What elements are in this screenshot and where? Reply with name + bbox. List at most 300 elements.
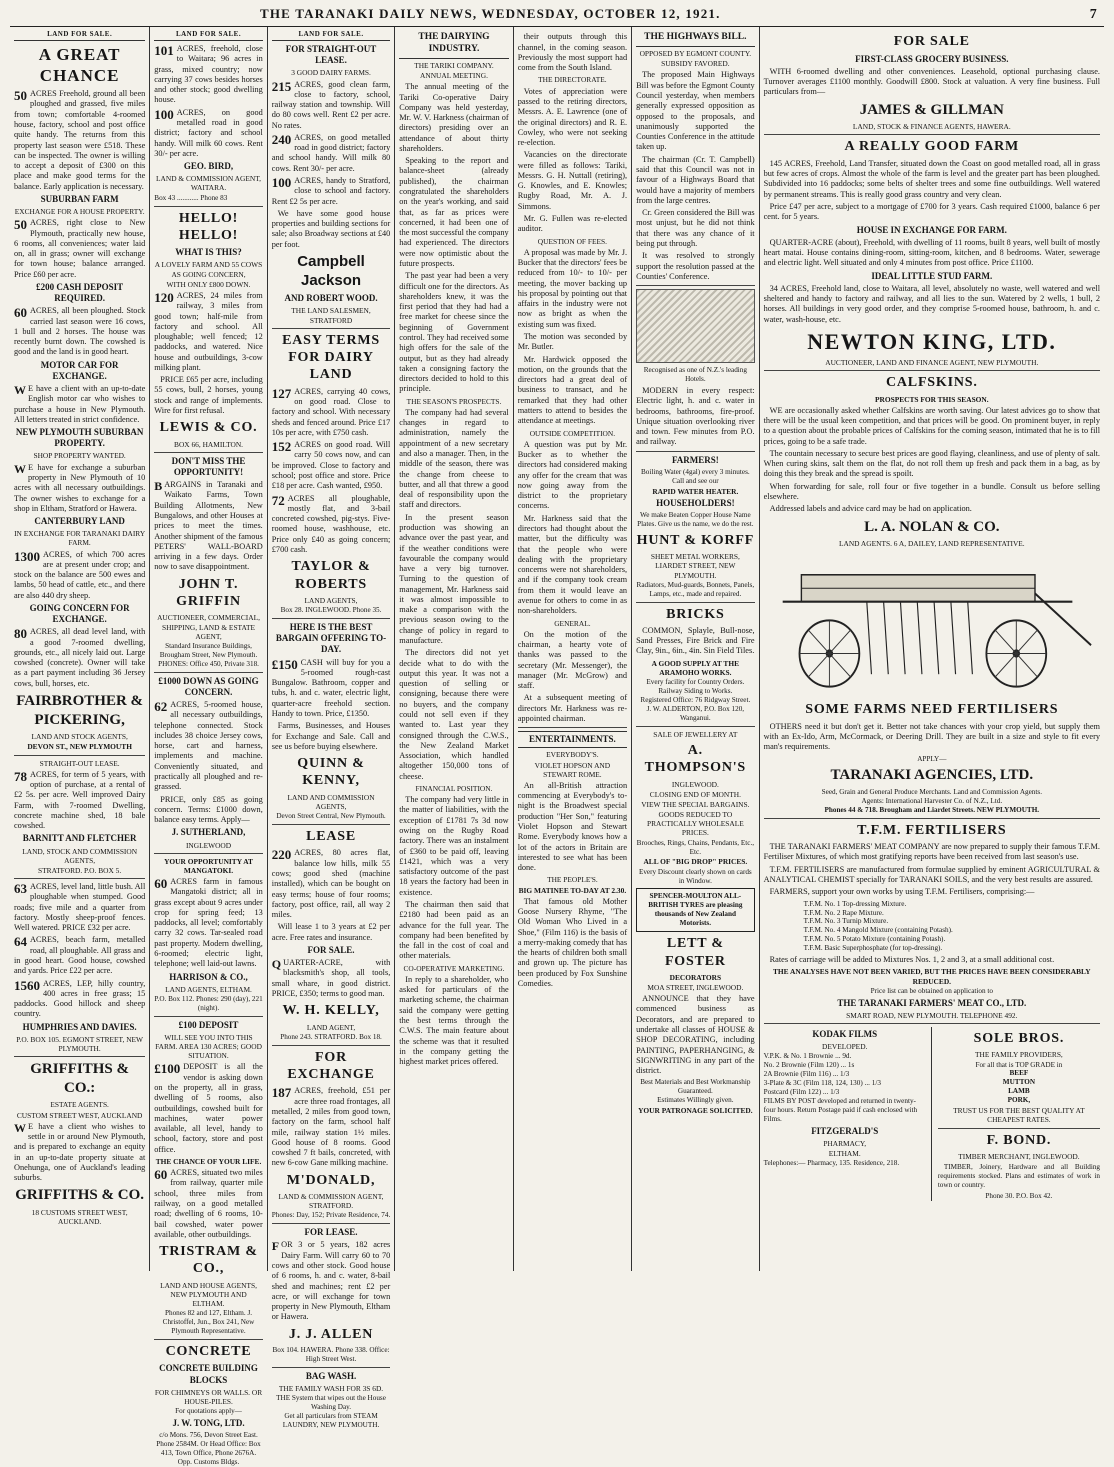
ad-text: ACRES, situated two miles from railway, quarter mile school, three miles from railway, on a good metalled road; dwelling of 6 rooms, 10-bail cowshed, water power available, other outbuildings.	[154, 1168, 263, 1239]
divider	[154, 1016, 262, 1017]
ad-heading: HOUSEHOLDERS!	[656, 497, 735, 508]
firm-phone: PHONES: Office 450, Private 318.	[158, 659, 259, 668]
ad-text: ACRES, 5-roomed house, all necessary outbuildings, telephone connected. Stock includes 38 choice Jersey cows, horse, cart and harness, implements and machine. Conveniently situated, and practically all ploughed and re-grassed.	[154, 700, 263, 792]
ad-text: OR 3 or 5 years, 182 acres Dairy Farm. Will carry 60 to 70 cows and other stock. Good house of 6 rooms, h. and c. water, 8-bail shed and machines; rent £2 per acre, or will exchange for town property in New Plymouth, Eltham or Hawera.	[271, 1240, 391, 1322]
article-paragraph: Speaking to the report and balance-sheet (already published), the chairman congratulated the shareholders on the year's working, and said that, as far as prices were concerned, it had been one of the most successful the company had experienced. The directors were now optimistic about the future prospects.	[399, 156, 509, 269]
ad-heading: YOUR OPPORTUNITY AT MANGATOKI.	[164, 856, 253, 875]
firm-subtitle: THE FAMILY PROVIDERS,	[975, 1050, 1063, 1060]
product-item: MUTTON	[1002, 1078, 1036, 1087]
ad-number: 152	[271, 439, 292, 455]
firm-subtitle: LAND AGENTS, ELTHAM.	[165, 984, 252, 994]
ad-listing	[272, 1240, 391, 1322]
ad-text: ACRES, freehold, £51 per acre three road frontages, all metalled, 2 miles from good town, factory on the farm, school half mile, railway station 1½ miles. Good house of 8 rooms. Good cowshed 7 ft bails, concreted, with new 6-cow Gane milking machine.	[271, 1086, 391, 1168]
ad-subheading: DEVELOPED.	[822, 1042, 868, 1052]
ad-headline: CALFSKINS.	[885, 375, 978, 391]
ad-listing	[14, 306, 145, 357]
ad-listing	[272, 387, 391, 438]
firm-name: J. SUTHERLAND,	[171, 827, 246, 838]
ad-heading: SUBURBAN FARM	[40, 194, 119, 204]
ad-text: Boiling Water (4gal) every 3 minutes. Call and see our	[641, 467, 750, 485]
section-strip: LAND FOR SALE.	[154, 30, 262, 41]
ad-number: 1560	[14, 977, 40, 993]
firm-phone: Phones 82 and 127, Eltham. J. Christoffel, Jun., Box 241, New Plymouth Representative.	[162, 1309, 255, 1336]
article-paragraph: Mr. Harkness said that the directors had thought about the matter, but the difficulty was that the people who were dealing with the proprietary concerns were not shareholders, and if the company took cream from them it would leave an avenue for others to come in as non-shareholders.	[517, 513, 628, 616]
ad-text: When forwarding for sale, roll four or five together in a bundle. Consult us before selling elsewhere.	[763, 481, 1101, 502]
column-1	[10, 27, 150, 1271]
ad-text: Farms, Businesses, and Houses for Exchange and Sale. Call and see us before buying elsewhere.	[271, 721, 391, 751]
ad-listing	[14, 550, 145, 601]
ad-text: ACRES, LEP, hilly country, 400 acres in free grass; 15 paddocks. Good hillock and sheep country.	[14, 978, 146, 1019]
ad-number: 187	[271, 1085, 292, 1101]
ad-text: APPLY—	[917, 754, 947, 763]
ad-number: 78	[14, 768, 27, 784]
ad-heading: £200 CASH DEPOSIT REQUIRED.	[36, 282, 124, 304]
divider	[272, 824, 391, 825]
seed-drill-drawing	[764, 552, 1100, 697]
ad-text: ACRES, 24 miles from railway, 3 miles from good town; half-mile from factory and school. All ploughable; well fenced; 12 paddocks, and watered. Nice house and outbuildings, 3-cow milking plant.	[154, 290, 263, 372]
divider	[154, 853, 262, 854]
ad-heading: KODAK FILMS	[812, 1029, 878, 1040]
ad-heading: BAG WASH.	[305, 1370, 357, 1381]
ad-listing	[14, 627, 145, 689]
firm-name: LEWIS & CO.	[159, 420, 258, 436]
column-2	[150, 27, 267, 1466]
ad-heading: GOING CONCERN FOR EXCHANGE.	[29, 602, 130, 625]
firm-name: W. H. KELLY,	[282, 1003, 380, 1019]
ad-subheading: IN EXCHANGE FOR TARANAKI DAIRY FARM.	[14, 529, 146, 548]
drop-cap: Q	[271, 957, 282, 972]
article-paragraph: A question was put by Mr. Bucker as to whether the directors had considered making any offer for the cream that was now going away from the district to the proprietary concerns.	[517, 439, 628, 511]
firm-subtitle: LAND AGENT,	[306, 1022, 356, 1032]
ad-text: ACRES, for term of 5 years, with option of purchase, at a rental of £2 5s. per acre. Well improved Dairy Farm, with 7-roomed Dwelling, concrete machine shed, 18 bale cowshed.	[14, 769, 146, 831]
divider	[14, 1056, 145, 1057]
ad-listing	[14, 979, 145, 1020]
ad-text: Estimates Willingly given.	[657, 1096, 734, 1105]
ad-headline: FOR EXCHANGE	[287, 1049, 375, 1083]
firm-address: INGLEWOOD.	[671, 779, 719, 789]
ad-number: 80	[14, 626, 27, 642]
ad-headline: FOR SALE	[893, 34, 970, 50]
ad-text: ACRES, all dead level land, with a good 7-roomed dwelling, grounds, etc., all nicely laid out. Large cowshed (concrete). Owner will take as a part payment including 36 Jersey cows, bull, horses, etc.	[14, 627, 146, 688]
firm-name: TAYLOR & ROBERTS	[291, 559, 371, 592]
divider	[154, 1339, 262, 1340]
firm-name: TRISTRAM & CO.,	[159, 1244, 258, 1277]
ad-text: OTHERS need it but don't get it. Better not take chances with your crop yield, but supply them with an Ex-Ido, Arm, McCormack, or Deering Drill. They are built in a size and style to fit every man's requirements.	[763, 721, 1101, 752]
ad-listing	[154, 44, 262, 106]
article-subtitle: ANNUAL MEETING.	[420, 71, 488, 81]
article-paragraph: Votes of appreciation were passed to the retiring directors, Messrs. A. E. Lawrence (one of the original directors) and R. E. Cowley, who were not seeking re-election.	[517, 86, 628, 148]
divider	[636, 451, 755, 452]
ad-text: TIMBER, Joinery, Hardware and all Building requirements stocked. Plans and estimates of work in town or country.	[937, 1163, 1101, 1189]
ad-listing	[14, 882, 145, 933]
ad-text: Best Materials and Best Workmanship Guaranteed.	[640, 1078, 751, 1096]
columns	[10, 27, 1104, 1466]
firm-address: INGLEWOOD	[185, 840, 232, 850]
firm-address: CUSTOM STREET WEST, AUCKLAND	[16, 1110, 143, 1120]
headline: A GREAT CHANCE	[38, 45, 121, 86]
divider	[518, 727, 627, 728]
column-7	[760, 27, 1104, 1271]
ad-heading: DON'T MISS THE OPPORTUNITY!	[171, 455, 246, 477]
article-paragraph: The company had had several changes in regard to administration, namely the appointment of a new secretary and also a manager. Then, in the middle of the season, there was the change from cheese to butter, and all that threw a good deal of responsibility upon the staff and directors.	[399, 407, 509, 510]
list-item: T.F.M. Basic Superphosphate (for top-dressing).	[803, 944, 943, 953]
firm-name: A. THOMPSON'S	[644, 742, 747, 776]
article-paragraph: Mr. G. Fullen was re-elected auditor.	[517, 214, 628, 234]
ad-number: 60	[154, 1167, 168, 1183]
ad-text: FILMS BY POST developed and returned in twenty-four hours. Return Postage paid if cash enclosed with Films.	[763, 1096, 918, 1123]
price-line: 3-Plate & 3C (Film 118, 124, 130) ... 1/3	[763, 1079, 881, 1088]
ad-text: Every facility for Country Orders. Railway Siding to Works.	[646, 678, 745, 695]
firm-name: LETT & FOSTER	[664, 936, 726, 969]
price-line: V.P.K. & No. 1 Brownie ... 9d.	[763, 1052, 852, 1061]
ad-text: Get all particulars from STEAM LAUNDRY, NEW PLYMOUTH.	[282, 1412, 380, 1429]
firm-name: GEO. BIRD,	[183, 161, 234, 172]
ad-number: 1300	[14, 548, 40, 564]
firm-address: Box 104. HAWERA. Phone 338. Office: High Street West.	[272, 1346, 390, 1363]
firm-name: F. BOND.	[986, 1132, 1052, 1148]
divider	[764, 370, 1100, 371]
ad-text: ACRES, 80 acres flat, balance low hills, milk 55 cows; good shed (machine installed), which can be bought on easy terms; house of four rooms; factory, post office, rail, all way 2 miles.	[271, 848, 391, 920]
firm-address: J. W. ALDERTON, P.O. Box 120, Wanganui.	[646, 704, 745, 722]
section-strip: LAND FOR SALE.	[14, 30, 145, 41]
sole-bros-advert	[938, 1027, 1100, 1201]
ad-headline: SOME FARMS NEED FERTILISERS	[805, 702, 1059, 718]
firm-name: FAIRBROTHER & PICKERING,	[16, 692, 144, 728]
firm-address: DEVON ST., NEW PLYMOUTH	[27, 742, 132, 752]
ad-heading: MOTOR CAR FOR EXCHANGE.	[40, 359, 119, 381]
divider	[764, 134, 1100, 135]
firm-address: 18 CUSTOMS STREET WEST, AUCKLAND.	[31, 1208, 128, 1227]
ad-listing	[14, 463, 145, 514]
divider	[272, 328, 391, 329]
ad-subheading: YOUR PATRONAGE SOLICITED.	[638, 1106, 753, 1116]
ad-heading: THE CHANCE OF YOUR LIFE.	[155, 1156, 262, 1166]
ad-text: Rates of carriage will be added to Mixtures Nos. 1, 2 and 3, at a small additional cost.	[769, 955, 1055, 965]
firm-name: M'DONALD,	[286, 1172, 376, 1188]
firm-subtitle: LAND AND COMMISSION AGENTS,	[287, 792, 375, 811]
ad-text: Brooches, Rings, Chains, Pendants, Etc., Etc.	[636, 838, 755, 856]
ad-heading: CONCRETE BUILDING BLOCKS	[159, 1363, 258, 1385]
ad-heading: FOR LEASE.	[304, 1227, 358, 1238]
ad-number: 101	[154, 43, 174, 59]
ad-text: Registered Office: 76 Ridgway Street.	[640, 695, 751, 704]
product-item: LAMB	[1008, 1087, 1030, 1096]
ad-text: QUARTER-ACRE (about), Freehold, with dwelling of 11 rooms, built 8 years, well built of mostly heart matai. House contains dining-room, sitting-room, kitchen, and 8 bedrooms. Water, sewerage and electric light. Well situated and only 4 minutes from post office. Price £1100.	[763, 237, 1101, 268]
column-5	[514, 27, 632, 1271]
price-line: 2A Brownie (Film 116) ... 1/3	[763, 1070, 850, 1079]
firm-name: TARANAKI AGENCIES, LTD.	[830, 767, 1034, 784]
ad-listing	[154, 291, 262, 373]
ad-headline: LEASE	[306, 829, 356, 845]
ad-listing	[272, 958, 391, 999]
firm-address: MOA STREET, INGLEWOOD.	[647, 983, 744, 993]
article-paragraph: At a subsequent meeting of directors Mr. Harkness was re-appointed chairman.	[517, 693, 628, 723]
divider	[272, 1045, 391, 1046]
ad-listing	[272, 848, 391, 920]
ad-number: 127	[271, 385, 292, 401]
article-paragraph: their outputs through this channel, in the coming season. Previously the most support had come from the South Island.	[517, 32, 628, 73]
ad-subheading: THE FAMILY WASH FOR 3S 6D.	[278, 1384, 384, 1394]
ad-text: Will lease 1 to 3 years at £2 per acre. Free rates and insurance.	[271, 922, 391, 942]
firm-name: JOHN T. GRIFFIN	[176, 576, 241, 610]
ad-text: WE are occasionally asked whether Calfskins are worth saving. Our latest advices go to show that there will be the usual keen competition, and that prices will be good. On prominent buyer, in reply to a question about the probable prices of Calfskins for the coming season, intimated that he is to fill prices, going to be a safe trade.	[763, 405, 1101, 446]
article-paragraph: It was resolved to strongly support the resolution passed at the Counties' Conference.	[636, 251, 755, 281]
ad-heading: FOR SALE.	[307, 944, 355, 955]
article-subheading: BIG MATINEE TO-DAY AT 2.30.	[518, 885, 627, 895]
masthead	[10, 4, 1104, 27]
firm-address: Box 28. INGLEWOOD. Phone 35.	[280, 606, 382, 615]
ad-text: ACRES, on good metalled road in good district; factory and school handy. Will milk 60 cows. Rent 30/- per acre.	[154, 107, 263, 158]
ad-text: PRICE £65 per acre, including 55 cows, bull, 2 horses, young stock and range of implements. Wire for first refusal.	[154, 375, 263, 416]
firm-name: J. J. ALLEN	[288, 1326, 374, 1342]
ad-text: ACRES, good clean farm, close to factory, school, railway station and township. Will do 80 cows well. Rent £2 per acre. No rates.	[271, 79, 391, 130]
ad-subheading: SHOP PROPERTY WANTED.	[33, 451, 126, 461]
ad-subheading: CLOSING END OF MONTH.	[649, 789, 741, 799]
firm-address: SMART ROAD, NEW PLYMOUTH. TELEPHONE 492.	[846, 1010, 1018, 1020]
ad-text: COMMON, Splayle, Bull-nose, Sand Presses, Fire Brick and Fire Clay, 9in., 6in., 4in. Sin Field Tiles.	[636, 625, 755, 656]
ad-number: 220	[271, 847, 292, 863]
firm-name: J. W. TONG, LTD.	[172, 1418, 245, 1429]
ad-text: ACRES, level land, little bush. All ploughable when stumped. Good roads; five mile and a quarter from factory. Mostly sheep-proof fences. Well watered. PRICE £32 per acre.	[14, 882, 146, 933]
ad-text: THE System that wipes out the House Washing Day.	[276, 1394, 386, 1412]
firm-subtitle: PHARMACY,	[823, 1138, 867, 1148]
ad-text: ACRES all ploughable, mostly flat, and 3-bail concreted cowshed, pig-stys. Five-roomed house, washhouse, etc. Price only £40 as going concern; £700 cash.	[271, 493, 391, 554]
ad-text: Price list can be obtained on application to	[870, 986, 993, 995]
article-paragraph: The chairman (Cr. T. Campbell) said that this Council was not in favour of a Highways Board that would have a majority of members from the large centres.	[636, 154, 755, 205]
article-paragraph: The motion was seconded by Mr. Butler.	[517, 332, 628, 352]
ad-text: MODERN in every respect: Electric light, h. and c. water in bedrooms, bathrooms, fire-proof. Unique situation overlooking river and town. Few minutes from P.O. and railway.	[636, 385, 755, 447]
firm-subtitle: LAND & COMMISSION AGENT, WAITARA.	[156, 174, 262, 193]
list-item: T.F.M. No. 3 Turnip Mixture.	[803, 917, 889, 926]
divider	[636, 602, 755, 603]
article-subheading: THE SEASON'S PROSPECTS.	[406, 396, 502, 406]
firm-address: ELTHAM.	[828, 1149, 861, 1159]
ad-text: PRICE, only £85 as going concern. Terms: £1000 down, balance easy terms. Apply—	[154, 794, 263, 825]
article-paragraph: Cr. Green considered the Bill was most unjust, but he did not think that there was any chance of it being put through.	[636, 208, 755, 248]
ad-heading: NEW PLYMOUTH SUBURBAN PROPERTY.	[15, 427, 144, 449]
firm-box: Box 43 ............ Phone 83	[154, 193, 228, 202]
ad-listing	[154, 1062, 262, 1155]
ad-headline: HELLO! HELLO!	[178, 210, 239, 243]
divider	[154, 452, 262, 453]
firm-address: Phone 243. STRATFORD. Box 18.	[280, 1032, 382, 1041]
ad-text: We have some good house properties and building sections for sale; also Broadway sections at £40 per foot.	[271, 208, 391, 249]
firm-subtitle: AND ROBERT WOOD.	[284, 293, 378, 304]
ad-subheading: FOR CHIMNEYS OR WALLS. OR HOUSE-PILES.	[154, 1387, 263, 1406]
ad-text: Addressed labels and advice card may be had on application.	[769, 504, 972, 514]
firm-phone: Phones 44 & 718. Brougham and Liardet Streets. NEW PLYMOUTH.	[824, 805, 1040, 814]
article-paragraph: Vacancies on the directorate were filled as follows: Tariki, Messrs. G. H. Nuttall (retiring), G. Knowles, and E. Knowles; Rugby Road, Mr. A. J. Simmons.	[517, 150, 628, 211]
section-strip: LAND FOR SALE.	[272, 30, 391, 41]
ad-heading: CANTERBURY LAND	[34, 516, 125, 527]
firm-phone: Phone 2584M. Or Head Office: Box 413, Town Office, Phone 2676A. Opp. Customs Bldgs.	[156, 1440, 261, 1466]
drop-cap: W	[14, 383, 26, 398]
firm-subtitle: AUCTIONEER, LAND AND FINANCE AGENT, NEW PLYMOUTH.	[825, 358, 1039, 368]
article-subheading: OUTSIDE COMPETITION.	[529, 428, 616, 438]
ad-subheading: THE ANALYSES HAVE NOT BEEN VARIED, BUT THE PRICES HAVE BEEN CONSIDERABLY REDUCED.	[772, 967, 1091, 986]
article-paragraph: The annual meeting of the Tariki Co-operative Dairy Company was held yesterday, Mr. W. V. Harkness (chairman of directors) presiding over an attendance of about thirty shareholders.	[399, 82, 509, 153]
ad-text: ACRES, right close to New Plymouth, practically new house, 6 rooms, all conveniences; water laid on, all in grass; owner will exchange for town house; balance arranged. Price £60 per acre.	[14, 218, 146, 279]
ad-headline: EASY TERMS FOR DAIRY LAND	[282, 332, 380, 383]
ad-number: 60	[154, 876, 168, 892]
ad-text: T.F.M. FERTILISERS are manufactured from formulae supplied by eminent AGRICULTURAL & ANALYTICAL CHEMIST specially for TARANAKI SOILS, and the very best results are assured.	[763, 864, 1101, 885]
article-subheading: GENERAL.	[554, 618, 591, 628]
ad-listing	[14, 1122, 145, 1184]
firm-phone: Phone 30. P.O. Box 42.	[985, 1191, 1053, 1200]
kodak-advert	[764, 1027, 932, 1201]
ad-number: 100	[154, 106, 174, 122]
divider	[938, 1128, 1100, 1129]
ad-text: ACRES, handy to Stratford, close to school and factory. Rent £2 5s per acre.	[271, 176, 391, 206]
ad-heading: WHAT IS THIS?	[175, 247, 242, 258]
firm-address: Devon Street Central, New Plymouth.	[276, 812, 386, 821]
ad-text: Recognised as one of N.Z.'s leading Hotels.	[643, 366, 747, 384]
firm-subtitle: LAND, STOCK & FINANCE AGENTS, HAWERA.	[852, 122, 1011, 132]
ad-listing	[154, 1168, 262, 1240]
hotel-illustration	[636, 289, 755, 363]
ad-subheading: VIEW THE SPECIAL BARGAINS.	[641, 799, 750, 809]
ad-listing	[272, 176, 391, 207]
ad-heading: FIRST-CLASS GROCERY BUSINESS.	[855, 53, 1009, 64]
article-subtitle: OPPOSED BY EGMONT COUNTY.	[639, 49, 752, 59]
ad-listing	[154, 700, 262, 793]
firm-subtitle: ESTATE AGENTS.	[50, 1100, 109, 1110]
firm-subtitle: LAND AGENTS. 6 A, DAILEY, LAND REPRESENTATIVE.	[838, 539, 1025, 549]
ad-number: 50	[14, 88, 27, 104]
firm-name: HUNT & KORFF	[636, 532, 755, 548]
firm-address: Standard Insurance Buildings, Brougham Street, New Plymouth.	[159, 641, 258, 659]
ad-number: £150	[271, 656, 298, 672]
ad-subheading: GOODS REDUCED TO PRACTICALLY WHOLESALE PRICES.	[646, 810, 744, 838]
drop-cap: W	[14, 1120, 26, 1135]
firm-name: L. A. NOLAN & CO.	[864, 518, 1000, 535]
ad-text: E have a client with an up-to-date English motor car who wishes to purchase a house in New Plymouth. All letters treated in strict confidence.	[14, 384, 146, 424]
firm-subtitle: LAND AND STOCK AGENTS,	[31, 732, 128, 742]
article-subheading: VIOLET HOPSON AND STEWART ROME.	[534, 760, 611, 779]
firm-subtitle: LAND & COMMISSION AGENT, STRATFORD.	[278, 1192, 384, 1211]
firm-name: HUMPHRIES AND DAVIES.	[22, 1021, 137, 1032]
firm-address: P.O. BOX 105. EGMONT STREET, NEW PLYMOUTH.	[16, 1034, 144, 1054]
firm-subtitle: TIMBER MERCHANT, INGLEWOOD.	[958, 1151, 1080, 1161]
ad-text: WITH 6-roomed dwelling and other conveniences. Leasehold, optional purchasing clause. Turnover averages £1100 monthly. Goodwill £800. Stock at valuation. A very fine business. Full particulars from—	[763, 66, 1101, 97]
divider	[154, 206, 262, 207]
ad-text: For all that is TOP GRADE in	[975, 1060, 1063, 1069]
firm-address: BOX 66, HAMILTON.	[174, 439, 244, 449]
firm-name: Campbell Jackson	[297, 253, 365, 289]
ad-text: ACRES, carrying 40 cows, on good road. Close to factory and school. With necessary sheds and fenced around. Price £17 10s per acre, with £750 cash.	[271, 386, 391, 437]
article-paragraph: The past year had been a very difficult one for the directors. As shareholders knew, it was the first period that they had had a free market for cheese since the beginning of Government control. They had received some high offers for the sale of the output, but as they had already taken a consigning factory the directors decided to hold to this principle.	[399, 271, 509, 394]
ad-text: UARTER-ACRE, with blacksmith's shop, all tools, small whare, in good district. PRICE, £350; terms to good man.	[271, 958, 391, 998]
ad-listing	[14, 935, 145, 976]
page-number: 7	[1089, 7, 1098, 22]
ad-heading: IDEAL LITTLE STUD FARM.	[871, 270, 993, 281]
article-paragraph: That famous old Mother Goose Nursery Rhyme, "The Old Woman Who Lived in a Shoe," (Film 116) is the basis of a merry-making comedy that has the hearts of children both small and grown up. The picture has been produced by Fox Sunshine Comedies.	[517, 896, 628, 988]
column-4	[395, 27, 513, 1271]
divider	[636, 726, 755, 727]
firm-subtitle: LAND AGENTS,	[304, 596, 358, 605]
firm-address: Radiators, Mud-guards, Bonnets, Panels, Lamps, etc., made and repaired.	[636, 580, 755, 598]
ad-text: We make Beaten Copper House Name Plates. Give us the name, we do the rest.	[637, 510, 754, 528]
ad-text: FARMERS, support your own works by using T.F.M. Fertilisers, comprising:—	[769, 887, 1035, 897]
ad-heading: FARMERS!	[671, 454, 719, 465]
divider	[272, 618, 391, 619]
ad-text: ANNOUNCE that they have commenced business as Decorators, and are prepared to undertake all classes of HOUSE & SHOP DECORATING, including PAINTING, PAPERHANGING, & SIGNWRITING in any part of the district.	[636, 994, 755, 1076]
firm-subtitle: DECORATORS	[669, 972, 722, 982]
firm-address: THE LAND SALESMEN, STRATFORD	[291, 306, 371, 325]
fertiliser-list	[764, 900, 1100, 954]
ad-text: Every Discount clearly shown on cards in Window.	[638, 867, 752, 885]
divider	[14, 878, 145, 879]
divider	[764, 1023, 1100, 1024]
ad-subheading: 3 GOOD DAIRY FARMS.	[291, 68, 371, 78]
list-item: T.F.M. No. 1 Top-dressing Mixture.	[803, 899, 907, 908]
ad-listing	[154, 108, 262, 159]
firm-phone: Telephones:— Pharmacy, 135. Residence, 218.	[763, 1159, 900, 1168]
ad-listing	[154, 877, 262, 970]
bottom-ads	[764, 1027, 1100, 1201]
ad-text: THE TARANAKI FARMERS' MEAT COMPANY are now prepared to supply their famous T.F.M. Fertiliser Mixtures, of which most gratifying reports have been received from last season's use.	[763, 842, 1101, 862]
article-title: THE DAIRYING INDUSTRY.	[399, 32, 508, 59]
ad-text: The countain necessary to secure best prices are good flaying, cleanliness, and use of plenty of salt. When curing skins, salt them on the flat, do not roll them up fresh and pack them in a bag, as by doing this they break and the spread is spoilt.	[763, 448, 1101, 479]
ad-subheading: PROSPECTS FOR THIS SEASON.	[874, 394, 989, 404]
ad-text: Price £47 per acre, subject to a mortgage of £700 for 3 years. Cash required £1000, balance 6 per cent. for 5 years.	[763, 201, 1101, 222]
ad-text: ACRES, of which 700 acres are at present under crop; and stock on the balance are 500 ewes and lambs, 50 head of cattle, etc., and there are also 440 dry sheep.	[14, 549, 146, 600]
ad-listing	[14, 384, 145, 425]
ad-text: ACRES, freehold, close to Waitara; 96 acres in grass, mixed country; now carrying 37 cows besides horses and other stock; good dwelling house.	[154, 44, 263, 105]
firm-name: SOLE BROS.	[973, 1031, 1065, 1047]
firm-subtitle: Seed, Grain and General Produce Merchants. Land and Commission Agents.	[821, 788, 1042, 797]
seed-drill-illustration	[764, 552, 1100, 697]
ad-subheading: RAPID WATER HEATER.	[652, 486, 739, 496]
drop-cap: F	[271, 1239, 280, 1254]
ad-number: 50	[14, 217, 27, 233]
article-paragraph: An all-British attraction commencing at Everybody's to-night is the Broadwest special production "Her Son," featuring Violet Hopson and Stewart Rome. Everybody knows how a lot of the actors in Britain are interested to see what has been done.	[517, 780, 628, 873]
ad-text: For quotations apply—	[175, 1407, 242, 1416]
price-line: Postcard (Film 122) ... 1/3	[763, 1088, 840, 1097]
tyre-advert-box: SPENCER-MOULTON ALL-BRITISH TYRES are pleasing thousands of New Zealand Motorists.	[636, 888, 755, 932]
divider	[14, 755, 145, 756]
ad-text: ACRES on good road. Will carry 50 cows now, and can be improved. Close to factory and school; post office and store. Price £18 per acre. Cash wanted, £950.	[271, 440, 391, 491]
ad-listing	[14, 770, 145, 832]
firm-name: FITZGERALD'S	[811, 1125, 879, 1136]
ad-listing	[14, 89, 145, 192]
divider	[764, 818, 1100, 819]
ad-listing	[272, 133, 391, 174]
ad-listing	[14, 218, 145, 280]
article-subheading: QUESTION OF FEES.	[537, 236, 607, 246]
list-item: T.F.M. No. 5 Potato Mixture (containing Potash).	[803, 935, 946, 944]
drop-cap: W	[14, 461, 26, 476]
firm-name: GRIFFITHS & CO.:	[30, 1061, 130, 1096]
ad-subheading: WITH ONLY £800 DOWN.	[166, 279, 251, 289]
article-subheading: THE DIRECTORATE.	[538, 75, 607, 85]
price-line: No. 2 Brownie (Film 120) ... 1s	[763, 1061, 855, 1070]
ad-subheading: A LOVELY FARM AND 55 COWS AS GOING CONCERN,	[154, 260, 263, 279]
ad-text: ACRES, on good metalled road in good district; factory and school handy. Will milk 80 cows. Rent 30/- per acre.	[271, 132, 391, 173]
ad-text: ACRES, all been ploughed. Stock carried last season were 16 cows, 1 bull and 2 horses. The house was recently burnt down. The cowshed is good and the land is in good heart.	[14, 306, 146, 357]
firm-name: GRIFFITHS & CO.	[15, 1187, 145, 1204]
article-paragraph: The directors did not yet decide what to do with the output this year. It was not a question of selling or consigning, because there were no buyers, and the company could not sell even if they wanted to. Last year they consigned through the C.W.S., the New Zealand Market Association, which handled altogether 150,000 tons of cheese.	[399, 648, 509, 781]
ad-subheading: ALL OF "BIG DROP" PRICES.	[643, 857, 748, 867]
article-paragraph: The chairman then said that £2180 had been paid as an advance for the full year. The company had been benefited by the fall in the cost of coal and other materials.	[399, 899, 509, 961]
ad-number: 63	[14, 881, 27, 897]
article-paragraph: In reply to a shareholder, who asked for particulars of the marketing scheme, the chairman said the company were getting the best terms through the C.W.S. The main feature about the scheme was that it resulted in the company getting the highest market prices offered.	[399, 974, 509, 1067]
article-subheading: CO-OPERATIVE MARKETING.	[403, 963, 505, 973]
article-paragraph: The proposed Main Highways Bill was before the Egmont County Council yesterday, when members generally expressed opposition as opposed to the proposals, and unanimously supported the Counties Conference in the attitude taken up.	[636, 70, 755, 152]
firm-address: c/o Mons. 756, Devon Street East.	[159, 1431, 258, 1440]
column-6	[632, 27, 760, 1271]
masthead-title: THE TARANAKI DAILY NEWS, WEDNESDAY, OCTOBER 12, 1921.	[260, 6, 721, 21]
